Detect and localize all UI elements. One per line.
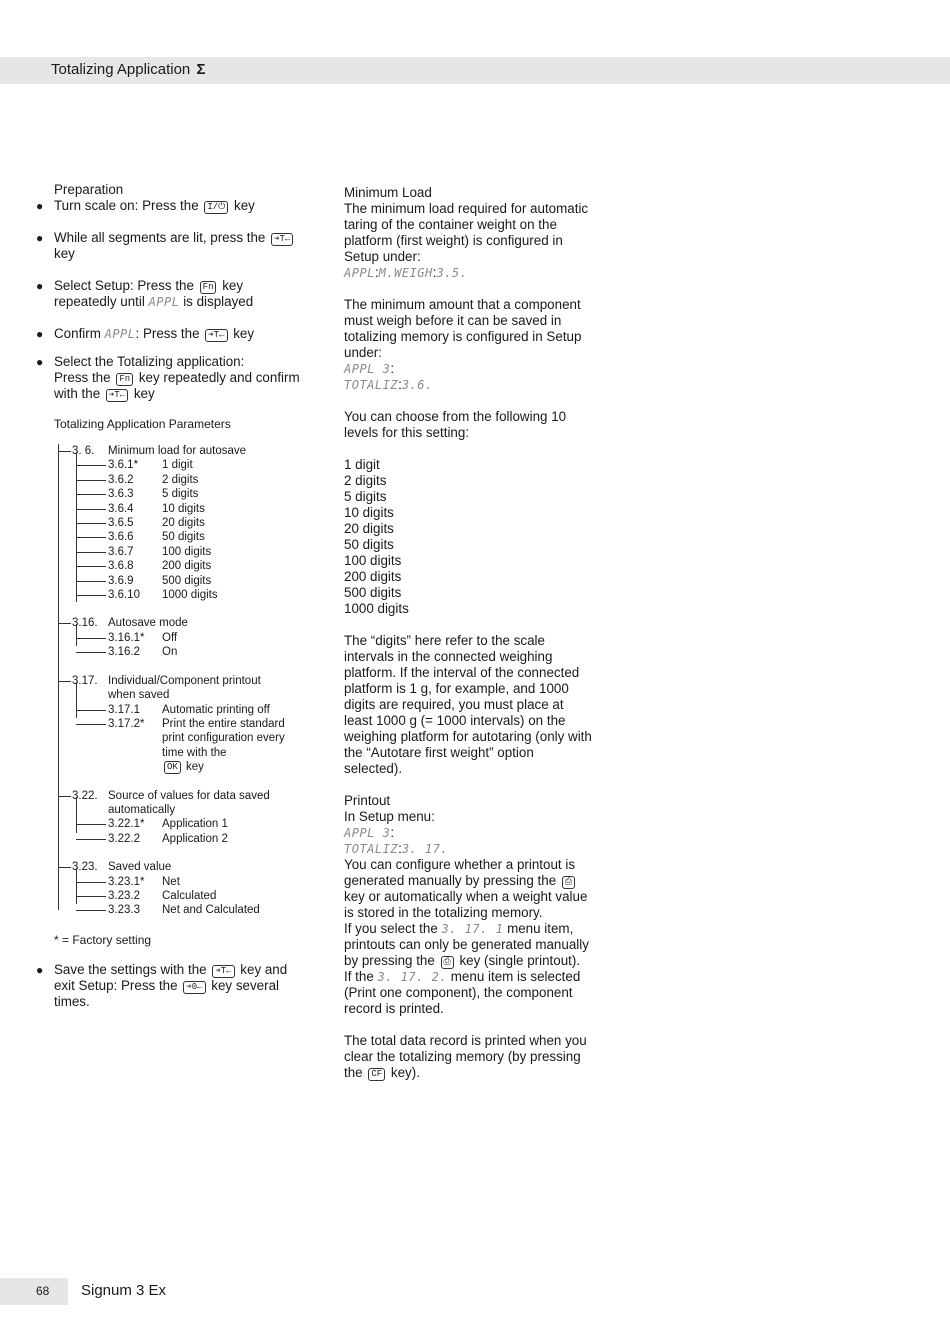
group-3-17	[54, 674, 306, 775]
text: If you select the	[344, 921, 438, 936]
level-item: 10 digits	[344, 505, 394, 520]
group-label: Source of values for data saved automatically	[108, 789, 270, 816]
item-number: 3.6.10	[108, 589, 140, 602]
item-label: Automatic printing off	[162, 703, 270, 716]
step-save	[36, 962, 306, 1010]
item-number: 3.6.1*	[108, 459, 139, 472]
lcd-text: 3. 17. 2.	[377, 970, 448, 984]
tree-item	[54, 530, 306, 544]
tare-key-icon: ➔T←	[205, 329, 227, 342]
tree-item	[54, 458, 306, 472]
text: Select Setup: Press the	[54, 278, 194, 293]
item-label: Application 2	[162, 832, 228, 845]
step-confirm	[36, 326, 306, 342]
lcd-text: TOTALIZ	[344, 842, 399, 856]
text: Select the Totalizing application:	[54, 354, 245, 369]
page-number-box	[0, 1278, 68, 1305]
item-number: 3.17.2*	[108, 717, 145, 730]
step-turn-on	[36, 198, 306, 214]
text: The total data record is printed when you clear the totalizing memory (by pressing the	[344, 1033, 587, 1080]
level-item: 100 digits	[344, 553, 402, 568]
item-label: 1000 digits	[162, 589, 218, 602]
lcd-text: APPL 3	[344, 826, 391, 840]
tree-item	[54, 875, 306, 889]
footer-title: Signum 3 Ex	[81, 1282, 167, 1299]
tree-item	[54, 903, 306, 917]
parameters-heading: Totalizing Application Parameters	[54, 417, 231, 431]
tree-item	[54, 545, 306, 559]
group-number: 3.16.	[72, 617, 98, 630]
group-number: 3.23.	[72, 861, 98, 874]
preparation-heading: Preparation	[54, 182, 124, 197]
text: key).	[390, 1065, 420, 1080]
level-item: 5 digits	[344, 489, 387, 504]
item-number: 3.22.1*	[108, 818, 145, 831]
text: Confirm	[54, 326, 101, 341]
item-label: Net	[162, 875, 180, 888]
item-label: Application 1	[162, 818, 228, 831]
item-text: Print the entire standard print configuration every time with the	[162, 717, 285, 759]
text: key several times.	[54, 977, 279, 1009]
step-segments	[36, 230, 306, 262]
level-item: 1 digit	[344, 457, 380, 472]
group-label: Saved value	[108, 861, 172, 874]
text: key	[234, 198, 255, 213]
lcd-text: 3.6.	[401, 378, 433, 392]
tree-item	[54, 631, 306, 645]
tare-key-icon: ➔T←	[271, 233, 293, 246]
text: key	[54, 246, 75, 261]
printout-heading: Printout	[344, 793, 391, 808]
text: Turn scale on: Press the	[54, 198, 199, 213]
page-title	[51, 61, 205, 78]
item-label: 20 digits	[162, 517, 205, 530]
item-number: 3.6.3	[108, 488, 134, 501]
sigma-symbol: Σ	[196, 61, 206, 78]
group-label: Minimum load for autosave	[108, 445, 247, 457]
tree-item	[54, 717, 306, 775]
right-column	[344, 185, 594, 1081]
item-label: 2 digits	[162, 473, 199, 486]
item-label: 100 digits	[162, 545, 212, 558]
tree-item	[54, 487, 306, 501]
text: key	[133, 386, 155, 401]
lcd-text: APPL 3	[344, 362, 391, 376]
item-label	[162, 717, 292, 775]
item-label: Net and Calculated	[162, 904, 260, 917]
item-label: 5 digits	[162, 488, 199, 501]
group-head	[54, 860, 306, 874]
text: Press the	[54, 370, 111, 385]
item-number: 3.6.2	[108, 473, 134, 486]
item-number: 3.6.7	[108, 545, 134, 558]
group-label: Autosave mode	[108, 617, 188, 630]
text: key repeatedly and confirm with the	[54, 370, 300, 401]
step-select-setup	[36, 278, 306, 310]
tree-item	[54, 559, 306, 573]
item-label: Off	[162, 631, 178, 644]
printout-subheading: In Setup menu:	[344, 809, 435, 824]
lcd-text: 3.5.	[436, 266, 468, 280]
tree-item	[54, 588, 306, 602]
level-item: 2 digits	[344, 473, 387, 488]
item-number: 3.6.8	[108, 560, 134, 573]
text: menu item is selected (Print one component), the component record is printed.	[344, 969, 581, 1016]
item-label: On	[162, 646, 178, 659]
tare-key-icon: ➔T←	[106, 389, 128, 402]
levels-intro: You can choose from the following 10 levels for this setting:	[344, 409, 567, 440]
printout-paragraph-1	[344, 857, 594, 921]
item-number: 3.16.1*	[108, 631, 145, 644]
group-3-22	[54, 789, 306, 847]
text: key repeatedly until	[54, 278, 244, 309]
item-label: 200 digits	[162, 560, 212, 573]
minimum-amount-paragraph: The minimum amount that a component must weigh before it can be saved in totalizing memory is configured in Setup under:	[344, 297, 582, 360]
tree-item	[54, 817, 306, 831]
step-select-app	[36, 354, 306, 402]
lcd-appl: APPL	[148, 295, 180, 309]
printout-paragraph-2	[344, 921, 594, 969]
item-number: 3.17.1	[108, 703, 140, 716]
text: Save the settings with the	[54, 961, 207, 977]
tree-item	[54, 516, 306, 530]
setup-path-3: TOTALIZ:3.6.	[344, 377, 433, 392]
item-number: 3.6.9	[108, 574, 134, 587]
level-item: 1000 digits	[344, 601, 409, 616]
text: key (single printout).	[459, 953, 581, 968]
tree-item	[54, 889, 306, 903]
text: menu item, printouts can only be generated manually by pressing the	[344, 921, 589, 968]
group-head	[54, 616, 306, 630]
power-key-icon: I/⏻	[204, 201, 228, 214]
setup-path-4: APPL 3:	[344, 825, 395, 840]
factory-setting-note: * = Factory setting	[54, 932, 152, 947]
title-text: Totalizing Application	[51, 61, 191, 78]
page-number: 68	[36, 1284, 50, 1298]
item-number: 3.6.6	[108, 531, 134, 544]
left-column	[36, 182, 306, 1010]
group-3-23	[54, 860, 306, 918]
setup-path-1: APPL:M.WEIGH:3.5.	[344, 265, 468, 280]
lcd-text: 3. 17. 1	[441, 922, 504, 936]
group-number: 3.22.	[72, 789, 98, 802]
group-head	[54, 444, 306, 458]
item-number: 3.23.3	[108, 904, 140, 917]
text: : Press the	[135, 326, 200, 341]
item-label: 500 digits	[162, 574, 212, 587]
print-key-icon: ⎙	[562, 876, 575, 889]
fn-key-icon: Fn	[200, 281, 217, 294]
minimum-load-paragraph: The minimum load required for automatic taring of the container weight on the platform (first weight) is configured in Setup under:	[344, 201, 589, 264]
level-item: 50 digits	[344, 537, 394, 552]
group-3-16	[54, 616, 306, 659]
item-label: 1 digit	[162, 459, 193, 472]
lcd-text: 3. 17.	[401, 842, 449, 856]
text: While all segments are lit, press the	[54, 230, 266, 245]
item-number: 3.6.4	[108, 502, 134, 515]
item-number: 3.23.2	[108, 889, 140, 902]
group-3-6	[54, 444, 306, 602]
lcd-appl: APPL	[104, 327, 136, 341]
tree-item	[54, 832, 306, 846]
text: key and exit Setup: Press the	[54, 961, 288, 993]
setup-path-5: TOTALIZ:3. 17.	[344, 841, 449, 856]
total-record-paragraph	[344, 1033, 594, 1081]
lcd-text: TOTALIZ	[344, 378, 399, 392]
item-label: Calculated	[162, 889, 217, 902]
group-label: Individual/Component printout when saved	[108, 674, 261, 702]
setup-path-2: APPL 3:	[344, 361, 395, 376]
fn-key-icon: Fn	[116, 373, 133, 386]
text: key	[233, 326, 255, 341]
level-item: 20 digits	[344, 521, 394, 536]
item-number: 3.22.2	[108, 832, 140, 845]
item-label: 50 digits	[162, 531, 205, 544]
level-item: 500 digits	[344, 585, 402, 600]
printout-paragraph-3	[344, 969, 594, 1017]
lcd-text: M.WEIGH	[378, 266, 433, 280]
group-number: 3.17.	[72, 674, 98, 687]
minimum-load-heading: Minimum Load	[344, 185, 432, 200]
tree-item	[54, 703, 306, 717]
item-number: 3.23.1*	[108, 875, 145, 888]
zero-key-icon: ➔0←	[183, 981, 205, 994]
lcd-text: APPL	[344, 266, 375, 280]
ok-key-icon: OK	[164, 761, 181, 774]
item-number: 3.6.5	[108, 517, 134, 530]
digits-paragraph: The “digits” here refer to the scale intervals in the connected weighing platform. If the interval of the connected platform is 1 g, for example, and 1000 digits are required, you must place at least 1000 g (= 1000 intervals) on the weighing platform for autotaring (only with the “Autotare first weight” option selected).	[344, 633, 592, 776]
group-head	[54, 789, 306, 818]
item-label: 10 digits	[162, 502, 205, 515]
parameter-tree	[54, 444, 306, 918]
item-text: key	[186, 761, 204, 774]
levels-list	[344, 457, 594, 617]
tare-key-icon: ➔T←	[212, 965, 234, 978]
text: You can configure whether a printout is generated manually by pressing the	[344, 857, 576, 888]
text: is displayed	[183, 294, 254, 309]
text: key or automatically when a weight value is stored in the totalizing memory.	[344, 889, 588, 920]
tree-item	[54, 502, 306, 516]
group-head	[54, 674, 306, 703]
cf-key-icon: CF	[368, 1068, 385, 1081]
print-key-icon: ⎙	[441, 956, 454, 969]
item-number: 3.16.2	[108, 646, 140, 659]
text: If the	[344, 969, 374, 984]
tree-item	[54, 645, 306, 659]
level-item: 200 digits	[344, 569, 402, 584]
tree-item	[54, 574, 306, 588]
group-number: 3. 6.	[72, 445, 95, 457]
tree-item	[54, 473, 306, 487]
